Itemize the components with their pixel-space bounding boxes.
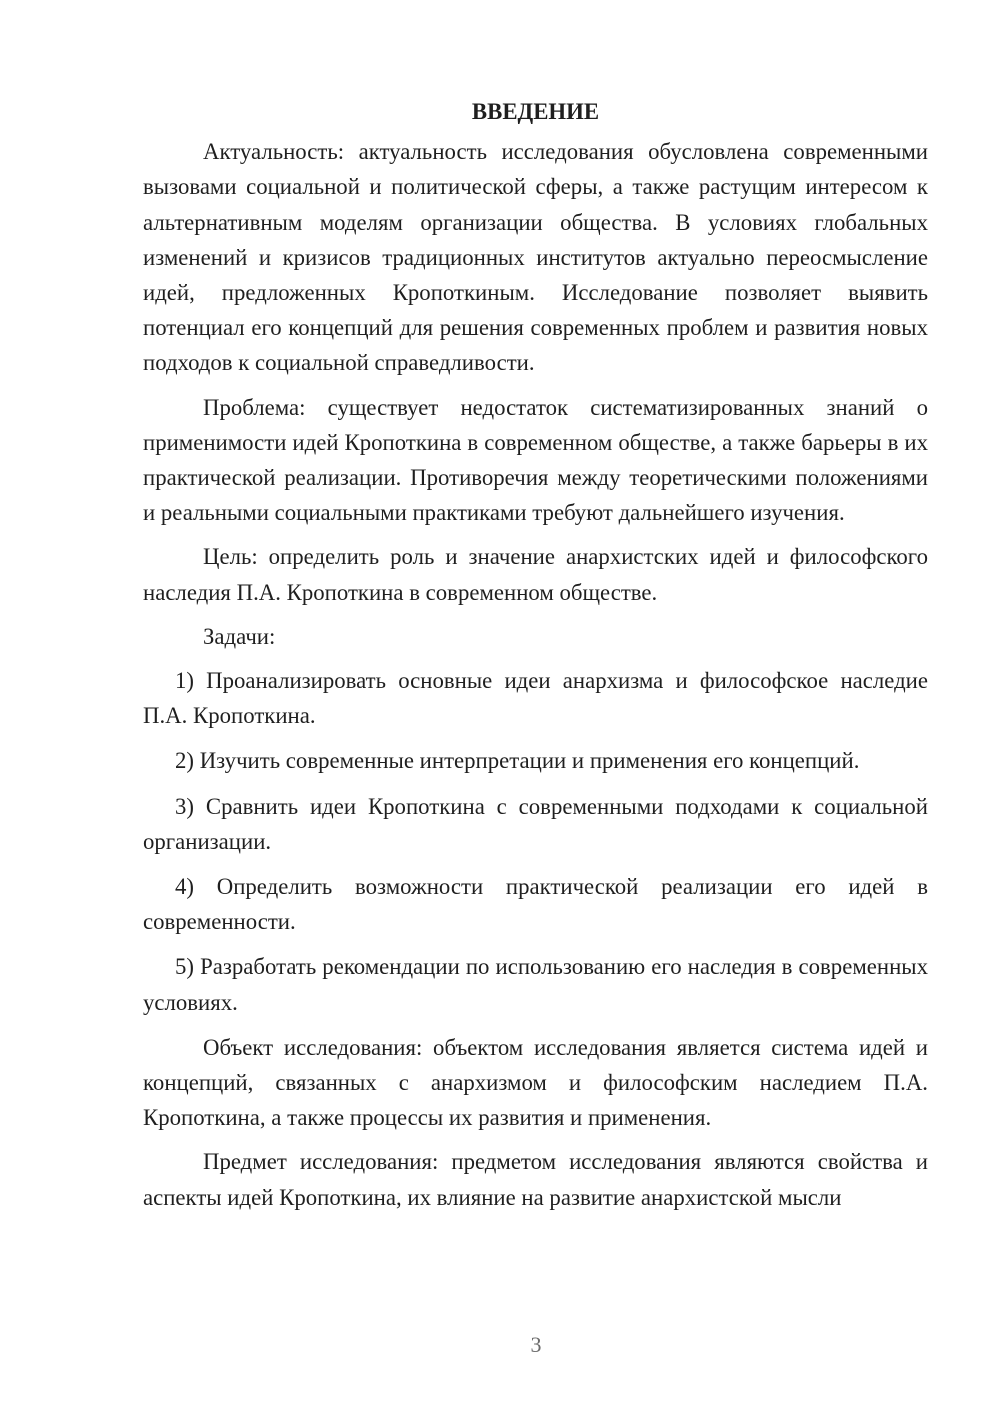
tasks-list xyxy=(143,663,928,1020)
goal-paragraph: Цель: определить роль и значение анархистских идей и философского наследия П.А. Кропоткина в современном обществе. xyxy=(143,544,928,605)
object-paragraph: Объект исследования: объектом исследования является система идей и концепций, связанных с анархизмом и философским наследием П.А. Кропоткина, а также процессы их развития и применения. xyxy=(143,1034,928,1131)
task-item-5: 5) Разработать рекомендации по использованию его наследия в современных условиях. xyxy=(143,954,928,1015)
subject-paragraph: Предмет исследования: предметом исследования являются свойства и аспекты идей Кропоткина, их влияние на развитие анархистской мысли xyxy=(143,1149,928,1210)
problem-paragraph: Проблема: существует недостаток систематизированных знаний о применимости идей Кропоткина в современном обществе, а также барьеры в их практической реализации. Противоречия между теоретическими положениями и реальными социальными практиками требуют дальнейшего изучения. xyxy=(143,394,928,526)
task-item-2: 2) Изучить современные интерпретации и применения его концепций. xyxy=(175,748,860,774)
task-item-1: 1) Проанализировать основные идеи анархизма и философское наследие П.А. Кропоткина. xyxy=(143,668,928,729)
relevance-paragraph: Актуальность: актуальность исследования обусловлена современными вызовами социальной и политической сферы, а также растущим интересом к альтернативным моделям организации общества. В условиях глобальных изменений и кризисов традиционных институтов актуально переосмысление идей, предложенных Кропоткиным. Исследование позволяет выявить потенциал его концепций для решения современных проблем и развития новых подходов к социальной справедливости. xyxy=(143,139,928,376)
tasks-title: Задачи: xyxy=(203,623,276,649)
task-item-3: 3) Сравнить идеи Кропоткина с современными подходами к социальной организации. xyxy=(143,793,928,854)
section-heading: ВВЕДЕНИЕ xyxy=(471,99,600,124)
page-number: 3 xyxy=(530,1332,542,1357)
task-item-4: 4) Определить возможности практической реализации его идей в современности. xyxy=(143,874,928,935)
document-body xyxy=(143,94,928,1224)
